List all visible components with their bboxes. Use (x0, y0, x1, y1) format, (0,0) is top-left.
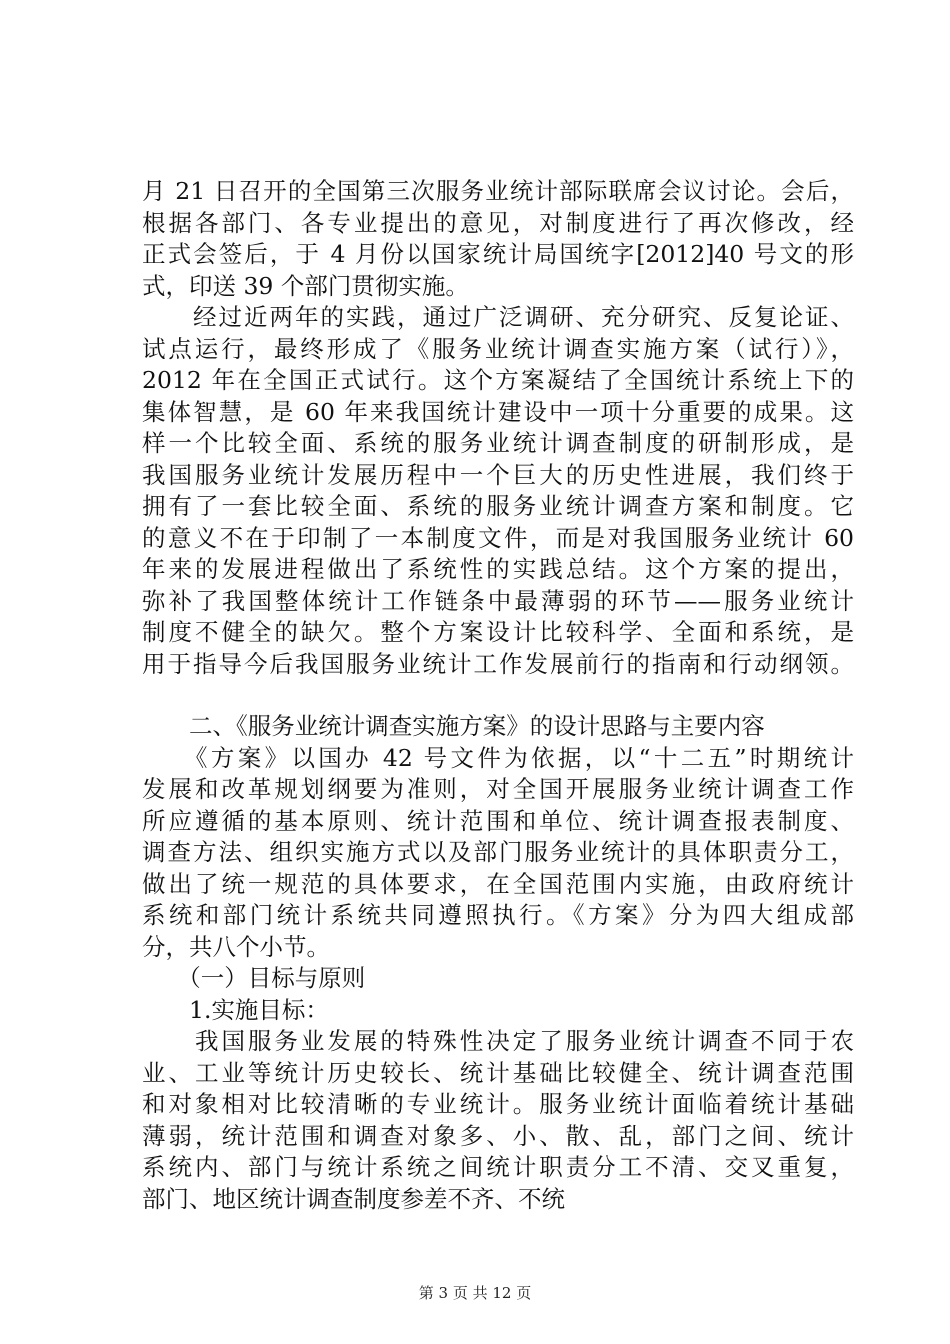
text-line: 部门、地区统计调查制度参差不齐、不统 (142, 1184, 565, 1213)
text-line: 式，印送 39 个部门贯彻实施。 (142, 271, 469, 300)
text-line: 根据各部门、各专业提出的意见，对制度进行了再次修改，经 (142, 208, 854, 237)
text-line: 年来的发展进程做出了系统性的实践总结。这个方案的提出， (142, 555, 854, 583)
text-line: 用于指导今后我国服务业统计工作发展前行的指南和行动纲领。 (142, 649, 854, 678)
text-line: 薄弱，统计范围和调查对象多、小、散、乱，部门之间、统计 (142, 1121, 854, 1150)
text-line: 月 21 日召开的全国第三次服务业统计部际联席会议讨论。会后， (142, 177, 854, 205)
text-line: 正式会签后，于 4 月份以国家统计局国统字[2012]40 号文的形 (142, 240, 854, 268)
text-line: 集体智慧，是 60 年来我国统计建设中一项十分重要的成果。这 (142, 397, 854, 426)
text-line: 分，共八个小节。 (142, 932, 330, 961)
text-line: 的意义不在于印制了一本制度文件，而是对我国服务业统计 60 (142, 523, 854, 552)
text-line: 系统和部门统计系统共同遵照执行。《方案》分为四大组成部 (142, 901, 854, 929)
text-line: 做出了统一规范的具体要求，在全国范围内实施，由政府统计 (142, 869, 854, 898)
text-line: 2012 年在全国正式试行。这个方案凝结了全国统计系统上下的 (142, 366, 854, 394)
section-heading: 二、《服务业统计调查实施方案》的设计思路与主要内容 (142, 712, 765, 740)
text-line: 我国服务业统计发展历程中一个巨大的历史性进展，我们终于 (142, 460, 854, 489)
subsection-heading: （一）目标与原则 (142, 964, 366, 992)
document-body (142, 176, 854, 1215)
text-line: 业、工业等统计历史较长、统计基础比较健全、统计调查范围 (142, 1058, 854, 1087)
text-line: 调查方法、组织实施方式以及部门服务业统计的具体职责分工， (142, 838, 854, 866)
subsection-item: 1.实施目标： (142, 995, 329, 1024)
text-line: 拥有了一套比较全面、系统的服务业统计调查方案和制度。它 (142, 492, 854, 520)
text-line: 系统内、部门与统计系统之间统计职责分工不清、交叉重复， (142, 1153, 854, 1181)
text-line: 《方案》以国办 42 号文件为依据，以“十二五”时期统计 (142, 743, 854, 772)
text-line: 弥补了我国整体统计工作链条中最薄弱的环节——服务业统计 (142, 586, 854, 615)
text-line: 我国服务业发展的特殊性决定了服务业统计调查不同于农 (142, 1027, 854, 1055)
page-footer: 第 3 页 共 12 页 (418, 1284, 532, 1302)
text-line: 发展和改革规划纲要为准则，对全国开展服务业统计调查工作 (142, 775, 854, 803)
text-line: 试点运行，最终形成了《服务业统计调查实施方案（试行）》， (142, 334, 854, 363)
text-line: 样一个比较全面、系统的服务业统计调查制度的研制形成，是 (142, 429, 854, 457)
text-line: 和对象相对比较清晰的专业统计。服务业统计面临着统计基础 (142, 1090, 854, 1118)
text-line: 经过近两年的实践，通过广泛调研、充分研究、反复论证、 (142, 303, 854, 331)
text-line: 所应遵循的基本原则、统计范围和单位、统计调查报表制度、 (142, 806, 854, 835)
text-line: 制度不健全的缺欠。整个方案设计比较科学、全面和系统，是 (142, 618, 854, 646)
